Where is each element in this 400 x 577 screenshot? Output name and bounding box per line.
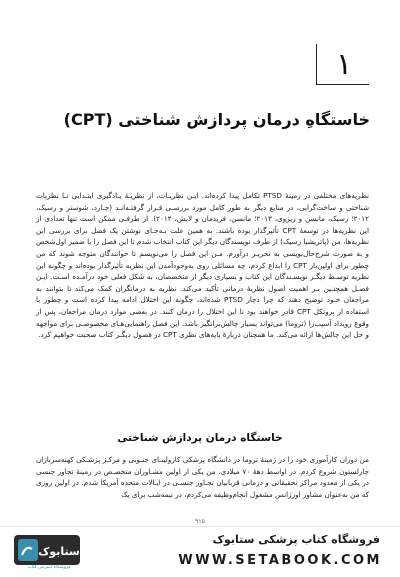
intro-paragraph: نظریه‌های مختلفی در زمینهٔ PTSD تکامل پیدا کرده‌اند. ایـن نظریـات، از نظریـهٔ یـادگیری ابتـدایی تـا نظریات شناختی و ساخت‌گرایی، در منابع دیگر به طور کامل مورد بررسـی قـرار گرفتـه‌انـد (چـارد، شوستر و رسیک، ۲۰۱۲؛ رسیک، مانسن و ریزوی، ۲۰۱۳؛ مانسن، فریدمان و لایش، ۲۰۱۴). از طرفـی ممکن است تنها تعدادی از این نظریه‌ها در توسعهٔ CPT تأثیرگذار بوده باشند. به همین علت بـه‌جـای نوشتن یک فصل برای بررسی این نظریه‌ها، من (پاتریشیا رسیک) از طرف نویسندگان دیگر این کتاب انتخاب شدم تا این فصل را با ضمیر اول‌شخص و به صورت شرح‌حال‌نویسی به تحریـر درآورم. مـن این فصل را می‌نویسم تا خوانندگان متوجه شوند که من چطور برای اولین‌بار CPT را ابداع کردم، چه مسائلی روی به‌وجودآمدن این نظریه تأثیرگذار بوده‌اند و چگونه این نظریه توسـط دیگـر نویسـندگان این کتاب و بسیاری دیگر از متخصصان، به شکل فعلی خود درآمـده اسـت. ایـن فصـل همچنـین بـر اهمیت اصول نظریهٔ درمانی تأکید می‌کند. نظریه به درمانگران کمک می‌کند تا بتوانند به مراجعان خـود توضیح دهند که چرا دچار PTSD شده‌اند، چگونه این اختلال ادامه پیدا کرده است و چطور با استفاده از پروتکل CPT قادر خواهند بود تا این اختلال را درمان کنند. در بعضی موارد درمان مراجعان، پس از وقوع رویداد آسیب‌زا (تروما) می‌تواند بسیار چالش‌برانگیز باشد. این فصل راهنمایی‌هـای مخصوصـی برای مواجهه و حل این چالش‌ها ارائه می‌کند. ما همچنان دربارهٔ پایه‌های نظری CPT در فصول دیگـر کتاب صحبت خواهیم کرد. (36, 191, 369, 340)
setabook-logo-icon (14, 535, 80, 565)
chapter-title: خاستگاهِ درمان پردازش شناختی (CPT) (63, 110, 370, 129)
store-url-link[interactable]: WWW.SETABOOK.COM (178, 553, 382, 568)
chapter-number: ۱ (335, 47, 353, 82)
logo-text: ستابوک (38, 545, 80, 558)
page-number: ۹۱۵ (195, 518, 205, 525)
section-paragraph: من دوران کارآموزی خود را در زمینهٔ تروما در دانشگاه پزشکی کارولینـای جنـوبی و مرکـز پزشـکی کهنه‌سربازان چارلستون شروع کردم. در اواسط دههٔ ۷۰ میلادی، من یکی از اولین مشـاوران متخصـص در زمینهٔ تجاوز جنسی در یکی از معدود مراکز تحقیقاتی و درمانی قربانیان تجـاوز جنسـی در ایـالات متحده آمریکا شدم. در اولین روزی که من به‌عنوان مشاور اورژانس مشغول انجام‌وظیفه می‌کردم، در نیمه‌شب برای یک (36, 455, 369, 499)
logo-subtitle: فروشگاه اینترنتی کتاب (27, 565, 71, 570)
setabook-logo (14, 535, 80, 565)
store-footer (0, 526, 400, 577)
section-heading: خاستگاه درمان پردازش شناختی (117, 432, 283, 444)
intro-body (36, 190, 369, 343)
store-name: فروشگاه کتاب پزشکی ستابوک (212, 533, 380, 546)
